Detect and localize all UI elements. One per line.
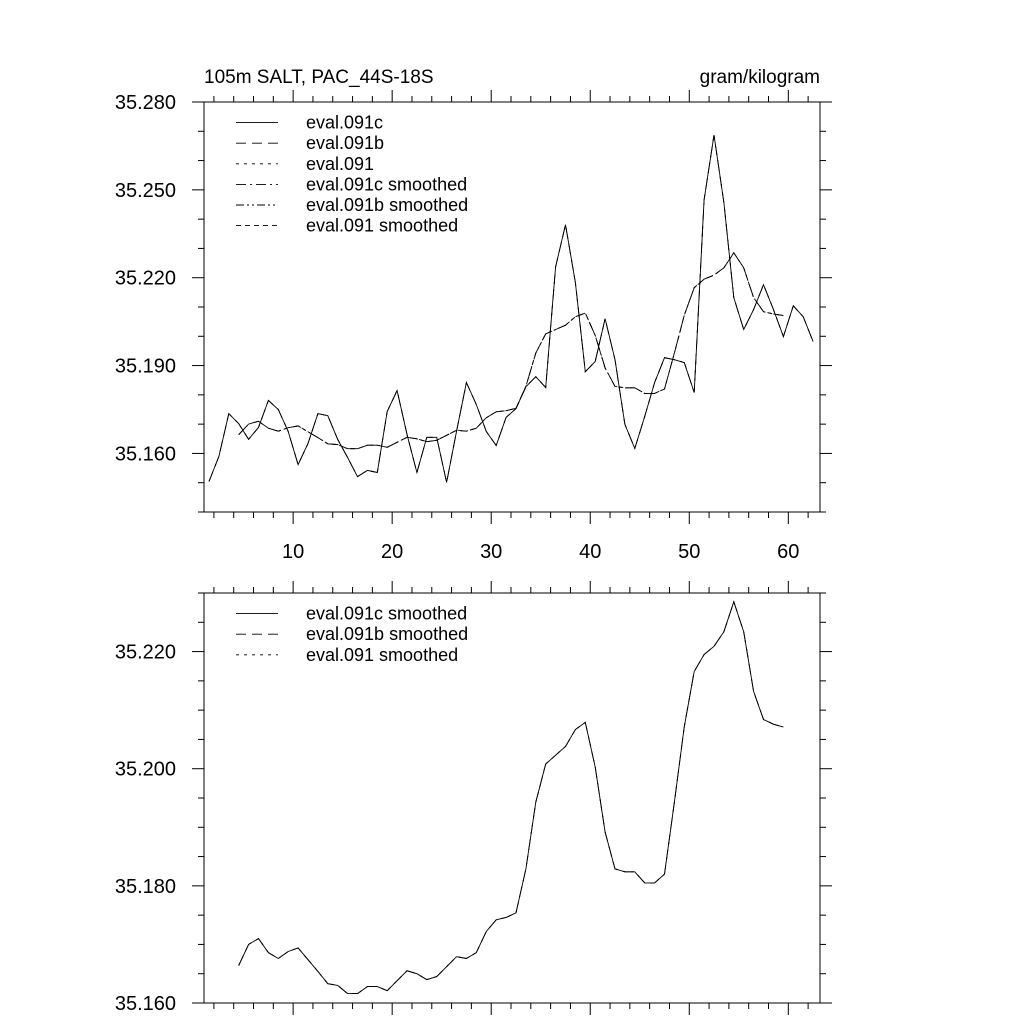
x-tick-label: 60 <box>777 541 800 563</box>
plot-1 <box>192 90 832 524</box>
series-line-eval-091b-smoothed <box>239 253 784 449</box>
x-tick-label: 40 <box>579 541 602 563</box>
x-tick-label: 10 <box>282 541 305 563</box>
legend-label: eval.091 smoothed <box>306 644 459 665</box>
plot-2 <box>192 581 832 1015</box>
series-line-eval-091c-smoothed <box>239 253 784 449</box>
x-tick-label: 30 <box>480 541 503 563</box>
legend-label: eval.091c <box>306 112 384 133</box>
legend-label: eval.091c smoothed <box>306 174 468 195</box>
y-tick-label: 35.220 <box>114 267 176 290</box>
y-tick-label: 35.220 <box>114 641 176 664</box>
series-line-eval-091c <box>209 135 813 482</box>
chart-title: 105m SALT, PAC_44S-18S <box>204 67 434 88</box>
plot-frame <box>204 593 820 1003</box>
x-tick-label: 50 <box>678 541 701 563</box>
y-tick-label: 35.200 <box>114 758 176 781</box>
y-tick-label: 35.280 <box>114 92 176 114</box>
y-tick-label: 35.160 <box>114 993 176 1015</box>
series-line-eval-091b <box>209 135 813 482</box>
y-tick-label: 35.180 <box>114 875 176 898</box>
legend-label: eval.091b smoothed <box>306 195 469 215</box>
y-tick-label: 35.250 <box>114 179 176 202</box>
legend-label: eval.091b <box>306 133 385 154</box>
plot-frame <box>204 102 820 512</box>
series-line-eval-091-smoothed <box>239 253 784 449</box>
x-tick-label: 20 <box>381 541 404 563</box>
legend-label: eval.091 <box>306 153 375 174</box>
y-tick-label: 35.160 <box>114 443 176 466</box>
legend-label: eval.091c smoothed <box>306 603 468 624</box>
units-label: gram/kilogram <box>699 67 820 88</box>
legend-label: eval.091b smoothed <box>306 624 469 645</box>
series-line-eval-091 <box>209 135 813 482</box>
legend-label: eval.091 smoothed <box>306 215 459 236</box>
y-tick-label: 35.190 <box>114 355 176 378</box>
